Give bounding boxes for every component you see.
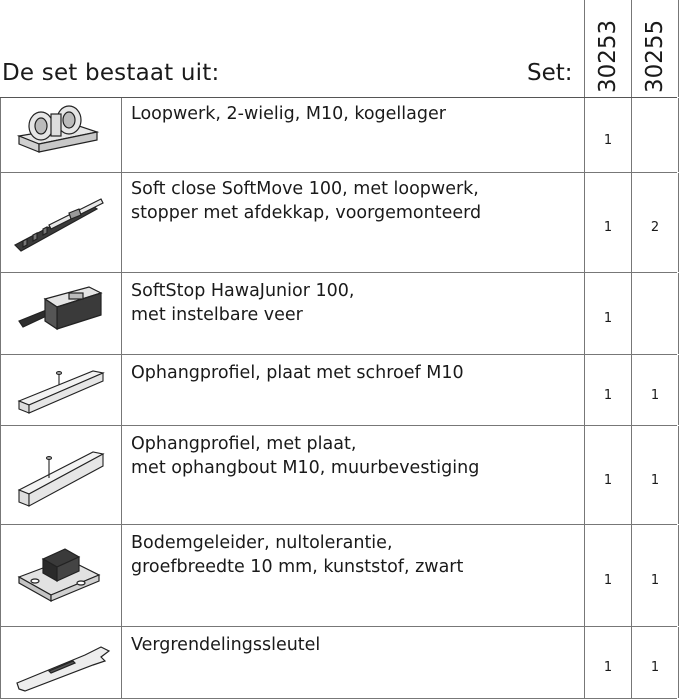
part-description: Bodemgeleider, nultolerantie, groefbreedte 10 mm, kunststof, zwart <box>131 533 464 577</box>
parts-table <box>0 97 677 699</box>
quantity-30255: 1 <box>631 355 679 425</box>
part-image-cell <box>0 173 122 272</box>
quantity-30253: 1 <box>584 173 631 272</box>
quantity-30253: 1 <box>584 98 631 172</box>
set-number: 30255 <box>642 19 668 93</box>
set-column-header-30255 <box>631 0 679 97</box>
table-row <box>0 525 677 627</box>
table-row <box>0 426 677 525</box>
quantity-30253: 1 <box>584 273 631 354</box>
table-row <box>0 98 677 173</box>
list-title: De set bestaat uit: <box>2 60 220 86</box>
softstop-icon <box>9 279 109 345</box>
roller-carriage-icon <box>9 104 109 164</box>
part-image-cell <box>0 273 122 354</box>
locking-wrench-icon <box>9 633 113 693</box>
quantity-30253: 1 <box>584 525 631 626</box>
hanging-profile-bolt-icon <box>9 432 109 518</box>
part-description: Soft close SoftMove 100, met loopwerk, stopper met afdekkap, voorgemonteerd <box>131 179 482 223</box>
table-row <box>0 173 677 273</box>
quantity-30253: 1 <box>584 355 631 425</box>
set-number: 30253 <box>595 19 621 93</box>
quantity-30253: 1 <box>584 426 631 524</box>
quantity-30255: 1 <box>631 426 679 524</box>
hanging-profile-plate-icon <box>9 361 109 419</box>
part-image-cell <box>0 627 122 698</box>
table-row <box>0 627 677 699</box>
quantity-30255: 1 <box>631 627 679 698</box>
part-description: Ophangprofiel, plaat met schroef M10 <box>131 363 464 383</box>
table-row <box>0 273 677 355</box>
soft-close-mechanism-icon <box>9 179 109 263</box>
part-image-cell <box>0 426 122 524</box>
quantity-30255 <box>631 98 679 172</box>
floor-guide-icon <box>9 531 109 619</box>
part-description: SoftStop HawaJunior 100, met instelbare veer <box>131 281 355 325</box>
set-column-header-30253 <box>584 0 631 97</box>
table-row <box>0 355 677 426</box>
part-image-cell <box>0 98 122 172</box>
set-label: Set: <box>527 60 573 86</box>
part-description: Ophangprofiel, met plaat, met ophangbout M10, muurbevestiging <box>131 434 480 478</box>
part-description: Loopwerk, 2-wielig, M10, kogellager <box>131 104 446 124</box>
quantity-30255 <box>631 273 679 354</box>
quantity-30255: 2 <box>631 173 679 272</box>
quantity-30253: 1 <box>584 627 631 698</box>
quantity-30255: 1 <box>631 525 679 626</box>
part-description: Vergrendelingssleutel <box>131 635 321 655</box>
part-image-cell <box>0 355 122 425</box>
part-image-cell <box>0 525 122 626</box>
